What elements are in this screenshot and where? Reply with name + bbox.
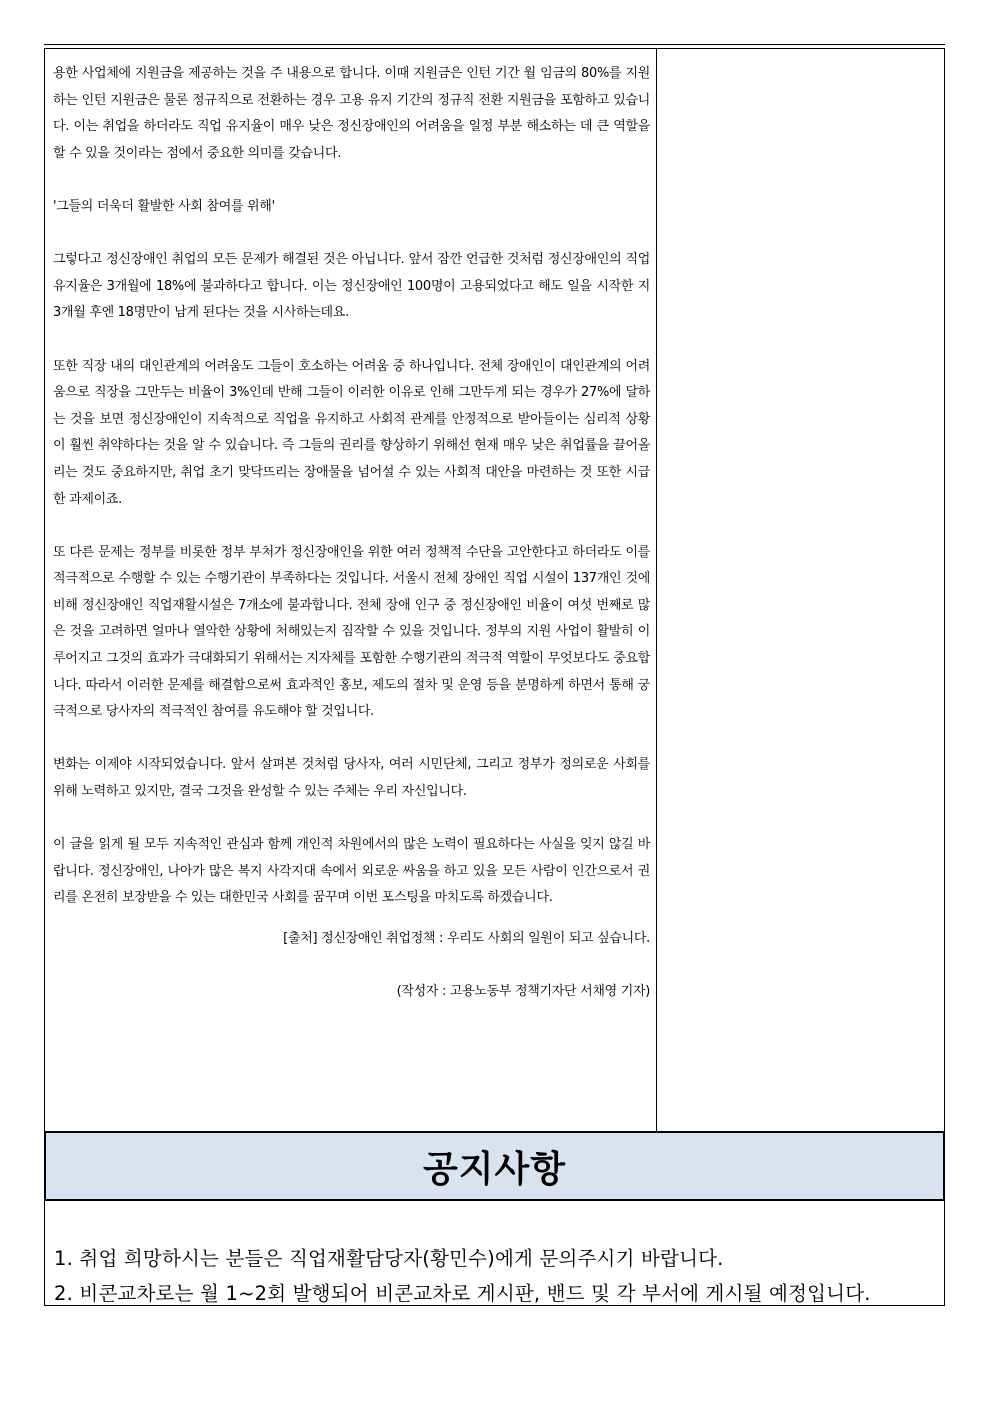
article-paragraph: 이 글을 읽게 될 모두 지속적인 관심과 함께 개인적 차원에서의 많은 노력이 필요하다는 사실을 잊지 않길 바랍니다. 정신장애인, 나아가 많은 복지 사각지대 속에서 외로운 싸움을 하고 있을 모든 사람이 인간으로서 권리를 온전히 보장받을 수 있는 대한민국 사회를 꿈꾸며 이번 포스팅을 마치도록 하겠습니다. bbox=[53, 837, 650, 906]
column-divider bbox=[656, 48, 657, 1131]
newsletter-page bbox=[44, 44, 945, 1306]
article-paragraph: 또한 직장 내의 대인관계의 어려움도 그들이 호소하는 어려움 중 하나입니다. 전체 장애인이 대인관계의 어려움으로 직장을 그만두는 비율이 3%인데 반해 그들이 이러한 이유로 인해 그만두게 되는 경우가 27%에 달하는 것을 보면 정신장애인이 지속적으로 직업을 유지하고 사회적 관계를 안정적으로 받아들이는 심리적 상황이 훨씬 취약하다는 것을 알 수 있습니다. 즉 그들의 권리를 향상하기 위해선 현재 매우 낮은 취업률을 끌어올리는 것도 중요하지만, 취업 초기 맞닥뜨리는 장애물을 넘어설 수 있는 사회적 대안을 마련하는 것 또한 시급한 과제이죠. bbox=[53, 358, 650, 507]
notice-item: 1. 취업 희망하시는 분들은 직업재활담당자(황민수)에게 문의주시기 바랍니다. bbox=[54, 1247, 724, 1270]
top-border-line bbox=[44, 44, 945, 45]
article-source: [출처] 정신장애인 취업정책 : 우리도 사회의 일원이 되고 싶습니다. bbox=[283, 931, 650, 946]
article-subheading: '그들의 더욱더 활발한 사회 참여를 위해' bbox=[53, 198, 275, 214]
article-author: (작성자 : 고용노동부 정책기자단 서채영 기자) bbox=[396, 984, 650, 1000]
article-paragraph: 또 다른 문제는 정부를 비롯한 정부 부처가 정신장애인을 위한 여러 정책적 수단을 고안한다고 하더라도 이를 적극적으로 수행할 수 있는 수행기관이 부족하다는 것입니다. 서울시 전체 장애인 직업 시설이 137개인 것에 비해 정신장애인 직업재활시설은 7개소에 불과합니다. 전체 장애 인구 중 정신장애인 비율이 여섯 번째로 많은 것을 고려하면 얼마나 열악한 상황에 처해있는지 짐작할 수 있을 것입니다. 정부의 지원 사업이 활발히 이루어지고 그것의 효과가 극대화되기 위해서는 지자체를 포함한 수행기관의 적극적 역할이 무엇보다도 중요합니다. 따라서 이러한 문제를 해결함으로써 효과적인 홍보, 제도의 절차 및 운영 등을 분명하게 하면서 통해 궁극적으로 당사자의 적극적인 참여를 유도해야 할 것입니다. bbox=[53, 544, 650, 720]
notice-item: 2. 비콘교차로는 월 1~2회 발행되어 비콘교차로 게시판, 밴드 및 각 부서에 게시될 예정입니다. bbox=[54, 1282, 871, 1305]
notice-list bbox=[54, 1241, 871, 1311]
article-paragraph: 변화는 이제야 시작되었습니다. 앞서 살펴본 것처럼 당사자, 여러 시민단체, 그리고 정부가 정의로운 사회를 위해 노력하고 있지만, 결국 그것을 완성할 수 있는 주체는 우리 자신입니다. bbox=[53, 757, 650, 800]
article-paragraph: 그렇다고 정신장애인 취업의 모든 문제가 해결된 것은 아닙니다. 앞서 잠깐 언급한 것처럼 정신장애인의 직업 유지율은 3개월에 18%에 불과하다고 합니다. 이는 정신장애인 100명이 고용되었다고 해도 일을 시작한 지 3개월 후엔 18명만이 남게 된다는 것을 시사하는데요. bbox=[53, 252, 650, 321]
notice-title: 공지사항 bbox=[422, 1148, 567, 1190]
article-paragraph: 용한 사업체에 지원금을 제공하는 것을 주 내용으로 합니다. 이때 지원금은 인턴 기간 월 임금의 80%를 지원하는 인턴 지원금은 물론 정규직으로 전환하는 경우 고용 유지 기간의 정규직 전환 지원금을 포함하고 있습니다. 이는 취업을 하더라도 직업 유지율이 매우 낮은 정신장애인의 어려움을 일정 부분 해소하는 데 큰 역할을 할 수 있을 것이라는 점에서 중요한 의미를 갖습니다. bbox=[53, 66, 650, 161]
notice-header bbox=[44, 1131, 945, 1201]
notice-body bbox=[44, 1201, 945, 1306]
article-body bbox=[53, 61, 650, 1032]
